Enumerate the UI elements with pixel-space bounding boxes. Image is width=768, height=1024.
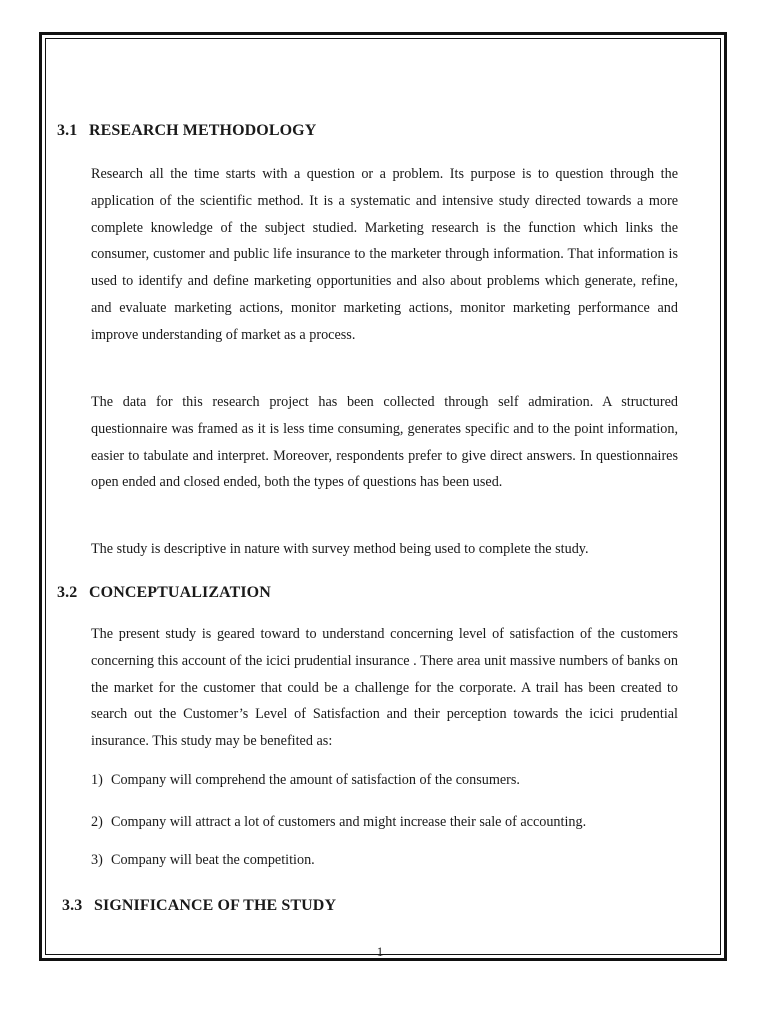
list-marker: 1)	[91, 772, 103, 788]
section-title: RESEARCH METHODOLOGY	[89, 122, 317, 139]
list-item	[91, 770, 520, 790]
section-title: CONCEPTUALIZATION	[89, 584, 271, 601]
section-heading-3-1	[57, 122, 316, 140]
section-number: 3.3	[62, 897, 83, 914]
list-marker: 2)	[91, 814, 103, 830]
section-heading-3-3	[62, 897, 336, 915]
list-text: Company will comprehend the amount of satisfaction of the consumers.	[111, 772, 520, 788]
list-marker: 3)	[91, 852, 103, 868]
section-heading-3-2	[57, 584, 271, 602]
section-number: 3.1	[57, 122, 78, 139]
paragraph-data-collection: The data for this research project has been collected through self admiration. A structured questionnaire was framed as it is less time consuming, generates specific and to the point information, easier to tabulate and interpret. Moreover, respondents prefer to give direct answers. In questionnaires open ended and closed ended, both the types of questions has been used.	[91, 394, 678, 491]
paragraph-descriptive-study: The study is descriptive in nature with survey method being used to complete the study.	[91, 541, 589, 557]
list-text: Company will beat the competition.	[111, 852, 315, 868]
paragraph-conceptualization: The present study is geared toward to understand concerning level of satisfaction of the customers concerning this account of the icici prudential insurance . There area unit massive numbers of banks on the market for the customer that could be a challenge for the corporate. A trail has been created to search out the Customer’s Level of Satisfaction and their perception towards the icici prudential insurance. This study may be benefited as:	[91, 626, 678, 750]
list-text: Company will attract a lot of customers and might increase their sale of accounting.	[111, 814, 587, 830]
list-item	[91, 850, 315, 870]
paragraph-research-intro: Research all the time starts with a question or a problem. Its purpose is to question through the application of the scientific method. It is a systematic and intensive study directed towards a more complete knowledge of the subject studied. Marketing research is the function which links the consumer, customer and public life insurance to the marketer through information. That information is used to identify and define marketing opportunities and also about problems which generate, refine, and evaluate marketing actions, monitor marketing actions, monitor marketing performance and improve understanding of market as a process.	[91, 166, 678, 343]
page-number: 1	[376, 944, 384, 959]
list-item	[91, 812, 586, 832]
section-title: SIGNIFICANCE OF THE STUDY	[94, 897, 337, 914]
section-number: 3.2	[57, 584, 78, 601]
